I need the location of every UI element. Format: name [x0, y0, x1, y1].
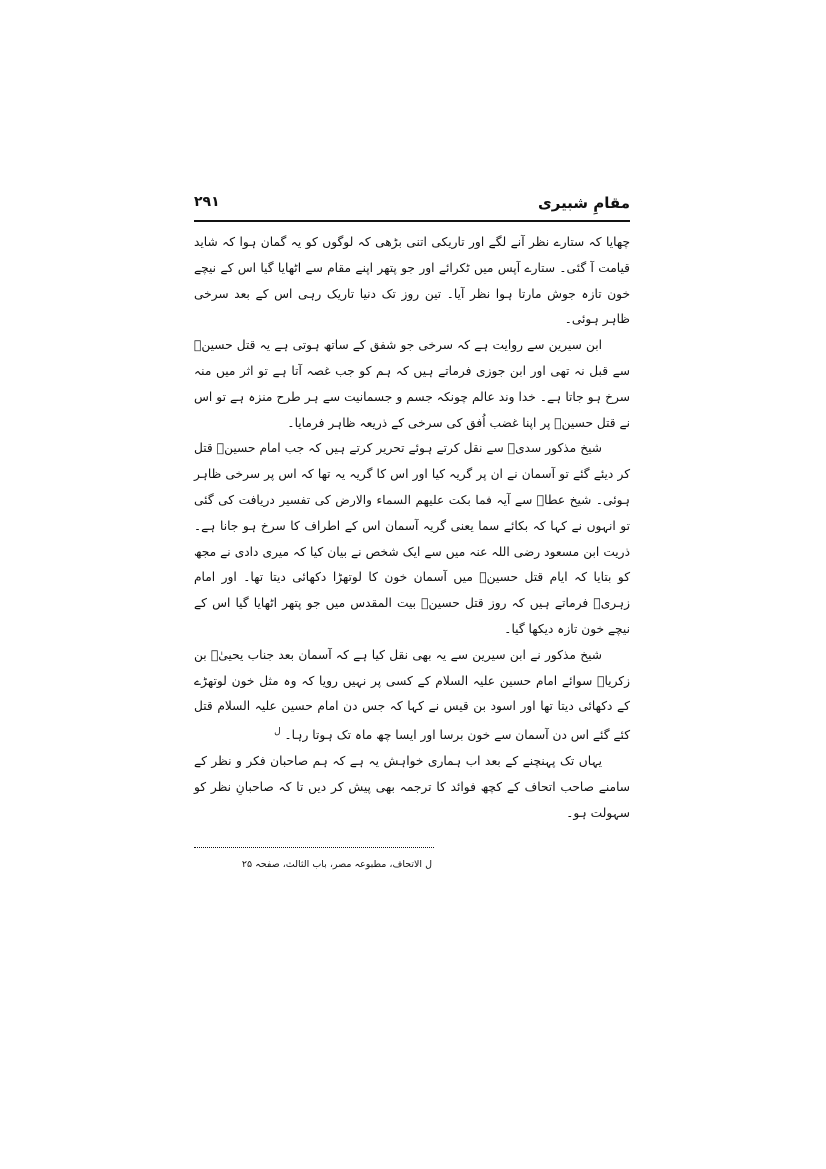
paragraph-5: یہاں تک پہنچنے کے بعد اب ہماری خواہش یہ ہے کہ ہم صاحبان فکر و نظر کے سامنے صاحب اتحاف کے کچھ فوائد کا ترجمہ بھی پیش کر دیں تا کہ صاحبانِ نظر کو سہولت ہو۔: [194, 754, 630, 820]
body-text: [194, 230, 630, 826]
footnote: [242, 859, 432, 870]
footnote-reference: ل: [274, 727, 281, 738]
paragraph-1: چھایا کہ ستارے نظر آنے لگے اور تاریکی اتنی بڑھی کہ لوگوں کو یہ گمان ہوا کہ شاید قیامت آ گئی۔ ستارے آپس میں ٹکرائے اور جو پتھر اپنے مقام سے اٹھایا گیا اس کے نیچے خون تازہ جوش مارتا ہوا نظر آیا۔ تین روز تک دنیا تاریک رہی اس کے بعد سرخی ظاہر ہوئی۔: [194, 235, 630, 327]
paragraph-3-end: کی تفسیر دریافت کی گئی تو انہوں نے کہا کہ بکائے سما یعنی گریہ آسمان اس کے اطراف کا سرخ ہو جانا ہے۔ ذریت ابن مسعود رضی اللہ عنہ میں سے ایک شخص نے بیان کیا کہ میری دادی نے مجھ کو بتایا کہ ایام قتل حسینؓ میں آسمان خون کا لوتھڑا دکھائی دیتا تھا۔ اور امام زہریؔ فرماتے ہیں کہ روز قتل حسینؓ بیت المقدس میں جو پتھر اٹھایا گیا اس کے نیچے خون تازہ دیکھا گیا۔: [194, 492, 630, 636]
book-page: [194, 190, 630, 1050]
header-rule: [194, 220, 630, 222]
paragraph-3: [194, 436, 630, 642]
page-title: مقامِ شبیری: [537, 194, 630, 212]
footnote-text: الاتحاف، مطبوعہ مصر، باب الثالث، صفحہ ۲۵: [241, 859, 423, 870]
paragraph-4: [194, 643, 630, 749]
paragraph-2: ابن سیرین سے روایت ہے کہ سرخی جو شفق کے ساتھ ہوتی ہے یہ قتل حسینؓ سے قبل نہ تھی اور ابن جوزی فرماتے ہیں کہ ہم کو جب غصہ آتا ہے تو اثر میں منہ سرخ ہو جاتا ہے۔ خدا وند عالم چونکہ جسم و جسمانیت سے ہر طرح منزہ ہے تو اس نے قتل حسینؓ پر اپنا غضب اُفق کی سرخی کے ذریعہ ظاہر فرمایا۔: [194, 338, 630, 430]
paragraph-4-text: شیخ مذکور نے ابن سیرین سے یہ بھی نقل کیا ہے کہ آسمان بعد جناب یحییٰؑ بن زکریاؑ سوائے امام حسین علیہ السلام کے کسی پر نہیں رویا کہ وہ مثل خون لوتھڑے کے دکھائی دیتا تھا اور اسود بن قیس نے کہا کہ جس دن امام حسین علیہ السلام قتل کئے گئے اس دن آسمان سے خون برسا اور ایسا چھ ماہ تک ہوتا رہا۔: [194, 647, 630, 743]
running-header: [194, 190, 630, 222]
footnote-separator: [194, 847, 434, 848]
footnote-marker: ل: [425, 859, 432, 870]
paragraph-3-start: شیخ مذکور سدیؔ سے نقل کرتے ہوئے تحریر کرتے ہیں کہ جب امام حسینؓ قتل کر دیئے گئے تو آسمان نے ان پر گریہ کیا اور اس کا گریہ یہ تھا کہ اس پر سرخی ظاہر ہوئی۔ شیخ عطاؔ سے آیہ: [194, 441, 631, 507]
page-number: ۲۹۱: [194, 194, 220, 210]
quran-verse: فما بکت علیھم السماء والارض: [335, 492, 492, 507]
